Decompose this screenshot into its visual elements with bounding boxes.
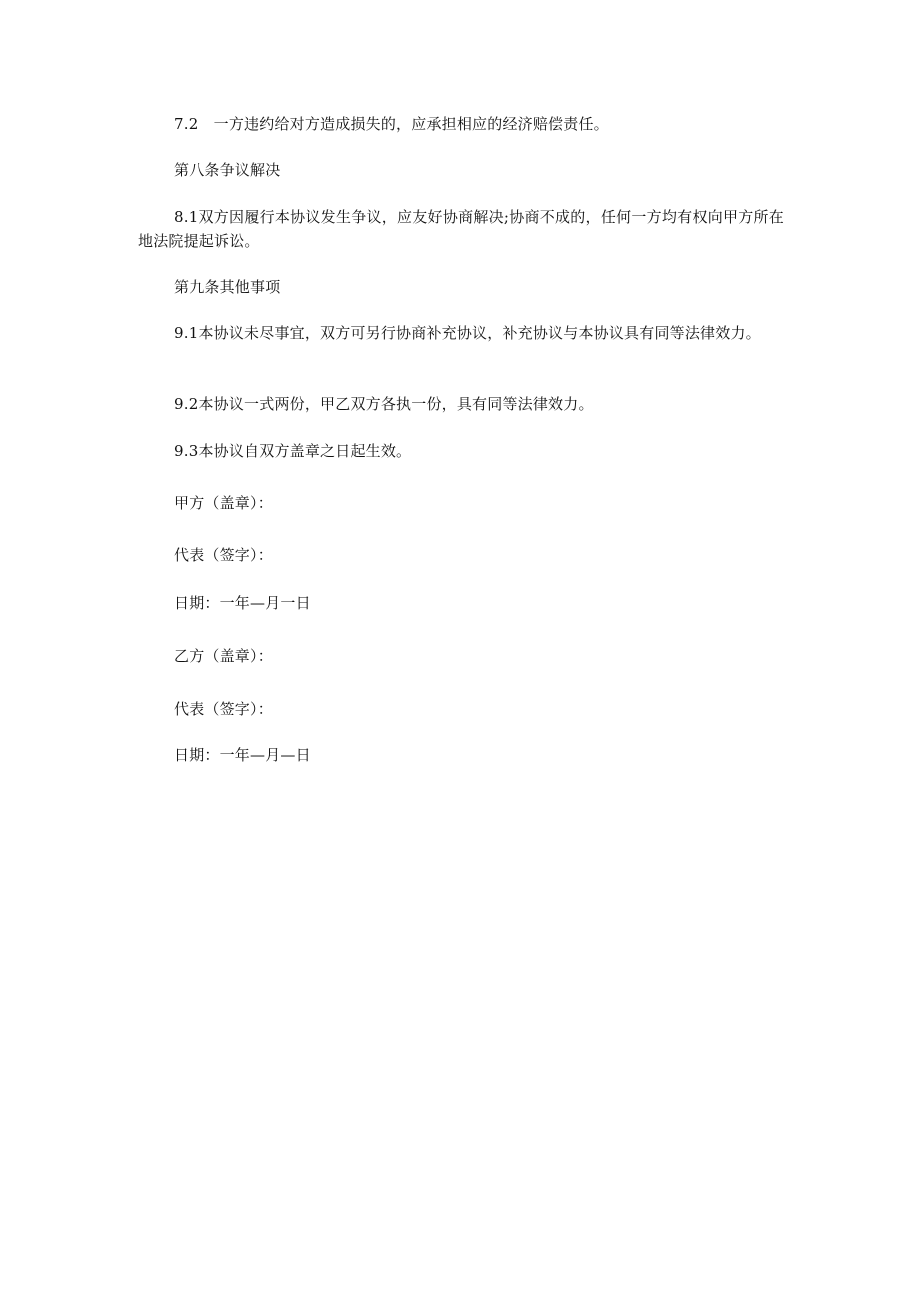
clause-9-2: 9.2本协议一式两份，甲乙双方各执一份，具有同等法律效力。 — [174, 395, 594, 413]
clause-7-2: 7.2 一方违约给对方造成损失的，应承担相应的经济赔偿责任。 — [174, 115, 609, 133]
party-a-seal-label: 甲方（盖章）： — [174, 494, 273, 512]
article-9-heading: 第九条其他事项 — [174, 278, 281, 296]
clause-9-1: 9.1本协议未尽事宜，双方可另行协商补充协议，补充协议与本协议具有同等法律效力。 — [174, 324, 761, 342]
party-b-seal-label: 乙方（盖章）： — [174, 647, 273, 665]
party-a-date-label: 日期：一年—月一日 — [174, 594, 311, 612]
clause-8-1: 8.1双方因履行本协议发生争议，应友好协商解决;协商不成的，任何一方均有权向甲方所在地法院提起诉讼。 — [138, 208, 784, 250]
party-b-date-label: 日期：一年—月—日 — [174, 746, 311, 764]
party-a-representative-label: 代表（签字）： — [174, 546, 273, 564]
article-8-heading: 第八条争议解决 — [174, 161, 281, 179]
party-b-representative-label: 代表（签字）： — [174, 700, 273, 718]
clause-9-3: 9.3本协议自双方盖章之日起生效。 — [174, 442, 412, 460]
